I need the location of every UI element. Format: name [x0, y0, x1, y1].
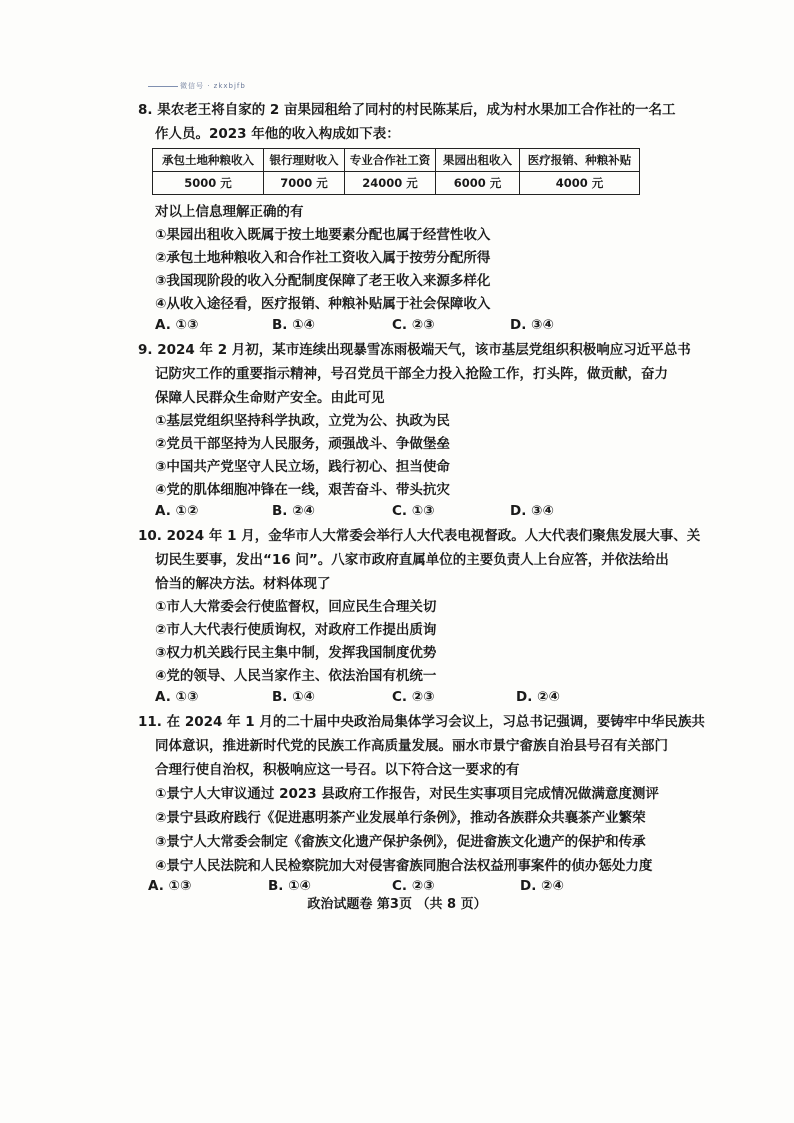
option-d: D. ②④	[520, 878, 564, 894]
q8-stem-line2: 作人员。2023 年他的收入构成如下表：	[155, 126, 400, 142]
table-cell: 5000 元	[153, 172, 264, 195]
option-d: D. ③④	[510, 503, 554, 519]
q10-stem-line3: 恰当的解决方法。材料体现了	[155, 576, 331, 592]
q11-stem-line1: 11. 在 2024 年 1 月的二十届中央政治局集体学习会议上，习总书记强调，要铸牢中华民族共	[138, 714, 705, 730]
q10-item-1: ①市人大常委会行使监督权，回应民生合理关切	[155, 599, 437, 615]
table-header-cell: 专业合作社工资	[345, 149, 436, 172]
watermark-text: 微信号 · zkxbjfb	[180, 82, 246, 90]
table-row	[153, 172, 640, 195]
q9-stem-line3: 保障人民群众生命财产安全。由此可见	[155, 390, 385, 406]
q8-item-3: ③我国现阶段的收入分配制度保障了老王收入来源多样化	[155, 273, 491, 289]
q11-item-2: ②景宁县政府践行《促进惠明茶产业发展单行条例》，推动各族群众共襄茶产业繁荣	[155, 810, 646, 826]
q9-stem-line2: 记防灾工作的重要指示精神，号召党员干部全力投入抢险工作，打头阵，做贡献，奋力	[155, 366, 668, 382]
option-b: B. ①④	[272, 317, 315, 333]
option-c: C. ②③	[392, 317, 435, 333]
q10-item-4: ④党的领导、人民当家作主、依法治国有机统一	[155, 668, 437, 684]
q11-item-3: ③景宁人大常委会制定《畲族文化遗产保护条例》，促进畲族文化遗产的保护和传承	[155, 834, 646, 850]
q8-prompt: 对以上信息理解正确的有	[155, 204, 304, 220]
option-c: C. ②③	[392, 689, 435, 705]
table-cell: 6000 元	[436, 172, 520, 195]
option-a: A. ①③	[155, 317, 199, 333]
q9-item-3: ③中国共产党坚守人民立场，践行初心、担当使命	[155, 459, 450, 475]
q8-number: 8.	[138, 102, 153, 118]
option-c: C. ②③	[392, 878, 435, 894]
income-table	[152, 148, 640, 195]
q11-item-1: ①景宁人大审议通过 2023 县政府工作报告，对民生实事项目完成情况做满意度测评	[155, 786, 659, 802]
option-b: B. ①④	[272, 689, 315, 705]
q10-number: 10.	[138, 528, 162, 544]
option-a: A. ①③	[148, 878, 192, 894]
table-cell: 7000 元	[264, 172, 345, 195]
q10-item-2: ②市人大代表行使质询权，对政府工作提出质询	[155, 622, 437, 638]
q9-stem-line1: 9. 2024 年 2 月初，某市连续出现暴雪冻雨极端天气，该市基层党组织积极响应习近平总书	[138, 342, 691, 358]
table-header-cell: 果园出租收入	[436, 149, 520, 172]
watermark-line	[148, 86, 178, 87]
option-a: A. ①③	[155, 689, 199, 705]
table-header-cell: 银行理财收入	[264, 149, 345, 172]
table-header-cell: 承包土地种粮收入	[153, 149, 264, 172]
page-footer: 政治试题卷 第3页 （共 8 页）	[307, 897, 487, 912]
q11-stem-line3: 合理行使自治权，积极响应这一号召。以下符合这一要求的有	[155, 762, 520, 778]
q10-item-3: ③权力机关践行民主集中制，发挥我国制度优势	[155, 645, 437, 661]
q11-number: 11.	[138, 714, 162, 730]
option-b: B. ①④	[268, 878, 311, 894]
q10-options	[0, 689, 794, 709]
q9-options	[0, 503, 794, 523]
option-d: D. ③④	[510, 317, 554, 333]
q8-options	[0, 317, 794, 337]
q9-item-2: ②党员干部坚持为人民服务，顽强战斗、争做堡垒	[155, 436, 450, 452]
q9-item-1: ①基层党组织坚持科学执政，立党为公、执政为民	[155, 413, 450, 429]
table-header-cell: 医疗报销、种粮补贴	[520, 149, 640, 172]
q8-item-1: ①果园出租收入既属于按土地要素分配也属于经营性收入	[155, 227, 491, 243]
q8-item-4: ④从收入途径看，医疗报销、种粮补贴属于社会保障收入	[155, 296, 491, 312]
q8-item-2: ②承包土地种粮收入和合作社工资收入属于按劳分配所得	[155, 250, 491, 266]
table-cell: 4000 元	[520, 172, 640, 195]
table-header-row	[153, 149, 640, 172]
q9-number: 9.	[138, 342, 153, 358]
q9-item-4: ④党的肌体细胞冲锋在一线，艰苦奋斗、带头抗灾	[155, 482, 450, 498]
q10-stem-line2: 切民生要事，发出“16 问”。八家市政府直属单位的主要负责人上台应答，并依法给出	[155, 552, 669, 568]
q8-stem-line1: 8. 果农老王将自家的 2 亩果园租给了同村的村民陈某后，成为村水果加工合作社的一名工	[138, 102, 676, 118]
q10-stem-line1: 10. 2024 年 1 月，金华市人大常委会举行人大代表电视督政。人大代表们聚焦发展大事、关	[138, 528, 701, 544]
option-d: D. ②④	[516, 689, 560, 705]
option-a: A. ①②	[155, 503, 199, 519]
option-b: B. ②④	[272, 503, 315, 519]
q11-item-4: ④景宁人民法院和人民检察院加大对侵害畲族同胞合法权益刑事案件的侦办惩处力度	[155, 858, 653, 874]
q11-stem-line2: 同体意识，推进新时代党的民族工作高质量发展。丽水市景宁畲族自治县号召有关部门	[155, 738, 668, 754]
table-cell: 24000 元	[345, 172, 436, 195]
option-c: C. ①③	[392, 503, 435, 519]
